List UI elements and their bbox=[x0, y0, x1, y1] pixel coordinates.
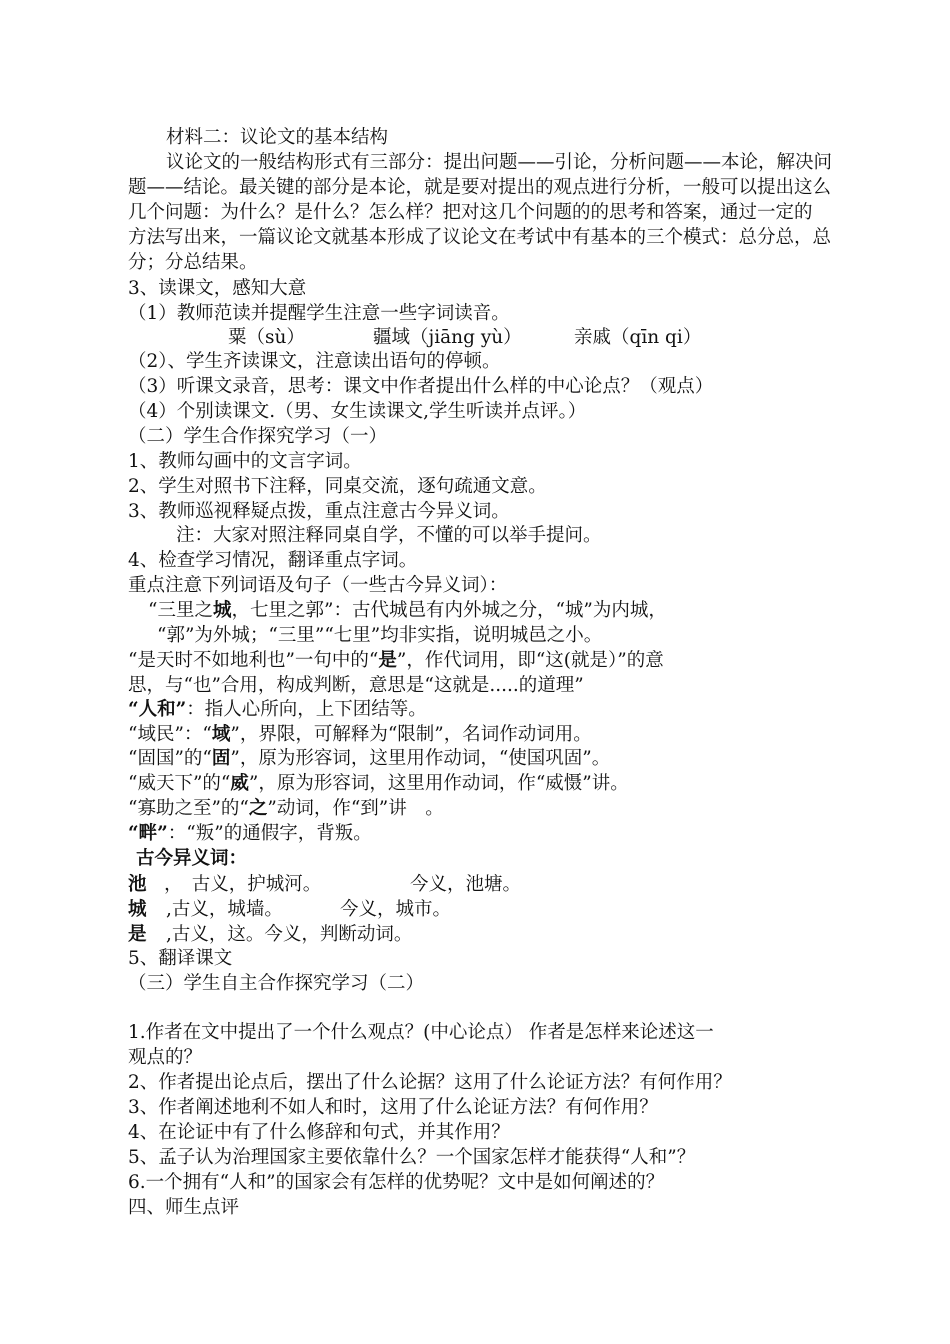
explanation-line bbox=[128, 797, 840, 821]
pronunciation-su: 粟（sù） bbox=[228, 327, 305, 348]
explanation-line bbox=[128, 723, 840, 747]
coop1-heading: （二）学生合作探究学习（一） bbox=[128, 426, 388, 447]
explanation-line bbox=[128, 772, 840, 796]
explanation-text: ：“叛”的通假字，背叛。 bbox=[167, 823, 372, 844]
explanation-keyword: 域 bbox=[211, 724, 231, 745]
section3-item-1: （1）教师范读并提醒学生注意一些字词读音。 bbox=[128, 303, 510, 324]
explanation-text: ”，作代词用，即“这(就是）”的意 bbox=[396, 650, 664, 671]
explanation-text: “域民”：“ bbox=[128, 724, 212, 745]
gujin-modern: 今义，城市。 bbox=[340, 899, 452, 920]
section3-heading: 3、读课文，感知大意 bbox=[128, 278, 307, 299]
question-1-cont: 观点的？ bbox=[128, 1047, 203, 1068]
question-2: 2、作者提出论点后，摆出了什么论据？这用了什么论证方法？有何作用？ bbox=[128, 1072, 732, 1093]
gujin-word: 是 bbox=[128, 924, 147, 945]
material-paragraph-line: 方法写出来，一篇议论文就基本形成了议论文在考试中有基本的三个模式：总分总，总 bbox=[128, 227, 832, 248]
material-paragraph-line: 几个问题：为什么？是什么？怎么样？把对这几个问题的的思考和答案，通过一定的 bbox=[128, 202, 813, 223]
section4-heading: 四、师生点评 bbox=[128, 1197, 240, 1218]
explanation-line bbox=[128, 747, 840, 771]
explanation-keyword: “人和” bbox=[128, 699, 187, 720]
coop1-step-1: 1、教师勾画中的文言字词。 bbox=[128, 451, 362, 472]
section3-item-3: （3）听课文录音，思考：课文中作者提出什么样的中心论点？（观点） bbox=[128, 376, 714, 397]
gujin-ancient: ， 古义，护城河。 bbox=[164, 874, 322, 895]
gujin-ancient: ,古义，这。今义，判断动词。 bbox=[166, 924, 413, 945]
explanation-line bbox=[148, 599, 840, 623]
explanation-line: “郭”为外城；“三里”“七里”均非实指，说明城邑之小。 bbox=[157, 625, 603, 646]
explanation-line bbox=[128, 698, 840, 722]
section3-item-4: （4）个别读课文.（男、女生读课文,学生听读并点评。） bbox=[128, 401, 587, 422]
material-paragraph-line: 议论文的一般结构形式有三部分：提出问题——引论，分析问题——本论，解决问 bbox=[166, 152, 833, 173]
explanation-line bbox=[128, 822, 840, 846]
pronunciation-qinqi: 亲戚（qīn qi） bbox=[574, 327, 702, 348]
gujin-row bbox=[128, 923, 840, 947]
gujin-row bbox=[128, 898, 840, 922]
question-6: 6.一个拥有“人和”的国家会有怎样的优势呢？文中是如何阐述的？ bbox=[128, 1172, 665, 1193]
section5-heading: 5、翻译课文 bbox=[128, 948, 233, 969]
gujin-ancient: ,古义，城墙。 bbox=[166, 899, 283, 920]
coop1-note: 注：大家对照注释同桌自学，不懂的可以举手提问。 bbox=[176, 525, 602, 546]
coop2-heading: （三）学生自主合作探究学习（二） bbox=[128, 973, 425, 994]
explanation-text: “是天时不如地利也”一句中的“ bbox=[128, 650, 379, 671]
explanation-text: ”，界限，可解释为“限制”，名词作动词用。 bbox=[230, 724, 592, 745]
material-paragraph-line: 分；分总结果。 bbox=[128, 252, 258, 273]
question-3: 3、作者阐述地利不如人和时，这用了什么论证方法？有何作用？ bbox=[128, 1097, 658, 1118]
explanation-keyword: 固 bbox=[211, 748, 231, 769]
explanation-text: ”，原为形容词，这里用作动词，“使国巩固”。 bbox=[230, 748, 611, 769]
explanation-line bbox=[128, 649, 840, 673]
gujin-modern: 今义，池塘。 bbox=[410, 874, 522, 895]
coop1-step-3: 3、教师巡视释疑点拨，重点注意古今异义词。 bbox=[128, 501, 510, 522]
explanation-text: ：指人心所向，上下团结等。 bbox=[186, 699, 427, 720]
explanation-text: “寡助之至”的“ bbox=[128, 798, 249, 819]
question-1: 1.作者在文中提出了一个什么观点？(中心论点） 作者是怎样来论述这一 bbox=[128, 1022, 714, 1043]
explanation-text: ”，原为形容词，这里用作动词，作“威慑”讲。 bbox=[248, 773, 629, 794]
focus-heading: 重点注意下列词语及句子（一些古今异义词）： bbox=[128, 575, 508, 596]
section3-item-2: （2）、学生齐读课文，注意读出语句的停顿。 bbox=[128, 351, 501, 372]
coop1-step-4: 4、检查学习情况，翻译重点字词。 bbox=[128, 550, 418, 571]
question-4: 4、在论证中有了什么修辞和句式，并其作用？ bbox=[128, 1122, 510, 1143]
gujin-word: 池 bbox=[128, 874, 147, 895]
pronunciation-jiangyu: 疆域（jiāng yù） bbox=[373, 327, 522, 348]
gujin-word: 城 bbox=[128, 899, 147, 920]
explanation-text: “三里之 bbox=[148, 600, 213, 621]
explanation-keyword: “畔” bbox=[128, 823, 168, 844]
explanation-keyword: 之 bbox=[248, 798, 268, 819]
explanation-text: ，七里之郭”：古代城邑有内外城之分，“城”为内城， bbox=[231, 600, 667, 621]
material-paragraph-line: 题——结论。最关键的部分是本论，就是要对提出的观点进行分析，一般可以提出这么 bbox=[128, 177, 832, 198]
explanation-line: 思，与“也”合用，构成判断，意思是“这就是.....的道理” bbox=[128, 675, 584, 696]
gujin-row bbox=[128, 873, 840, 897]
gujin-heading: 古今异义词： bbox=[136, 848, 248, 869]
coop1-step-2: 2、学生对照书下注释，同桌交流，逐句疏通文意。 bbox=[128, 476, 547, 497]
explanation-keyword: 是 bbox=[378, 650, 397, 671]
explanation-text: ”动词，作“到”讲 。 bbox=[267, 798, 444, 819]
explanation-keyword: 城 bbox=[212, 600, 232, 621]
question-5: 5、孟子认为治理国家主要依靠什么？一个国家怎样才能获得“人和”？ bbox=[128, 1147, 696, 1168]
material-heading: 材料二：议论文的基本结构 bbox=[166, 127, 389, 148]
explanation-keyword: 威 bbox=[230, 773, 249, 794]
explanation-text: “固国”的“ bbox=[128, 748, 212, 769]
explanation-text: “威天下”的“ bbox=[128, 773, 231, 794]
